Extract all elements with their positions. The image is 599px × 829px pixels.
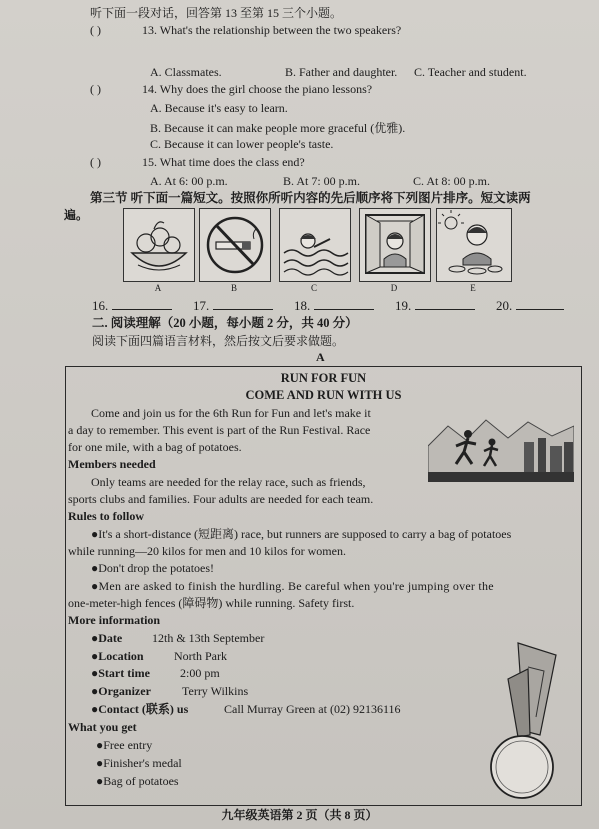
blank-number: 17. (193, 298, 210, 313)
rule-line: ●It's a short-distance (短距离) race, but runners are supposed to carry a bag of potatoes (91, 527, 512, 541)
picture-d (359, 208, 431, 282)
info-value: Terry Wilkins (182, 684, 249, 698)
answer-blank-18[interactable] (294, 297, 374, 314)
question-number: 13. (142, 23, 157, 37)
ad-title: RUN FOR FUN (280, 371, 367, 385)
option-13c: C. Teacher and student. (414, 65, 527, 79)
members-heading: Members needed (68, 457, 156, 471)
answer-paren[interactable]: ( ) (90, 155, 101, 169)
question-14 (90, 82, 372, 97)
members-line: Only teams are needed for the relay race, such as friends, (91, 475, 366, 489)
ad-intro-line: Come and join us for the 6th Run for Fun and let's make it (91, 406, 371, 420)
info-value: 2:00 pm (180, 666, 220, 680)
option-13b: B. Father and daughter. (285, 65, 398, 79)
option-14b: B. Because it can make people more graceful (优雅). (150, 121, 406, 135)
option-14a: A. Because it's easy to learn. (150, 101, 288, 115)
eating-boy-icon (437, 209, 511, 281)
medal-icon (478, 639, 574, 801)
question-number: 15. (142, 155, 157, 169)
option-15b: B. At 7: 00 p.m. (283, 174, 361, 188)
picture-label-a: A (154, 283, 162, 293)
passage-label: A (316, 350, 325, 364)
section3-instruction-cont: 遍。 (64, 208, 89, 222)
ad-intro-line: a day to remember. This event is part of the Run Festival. Race (68, 423, 371, 437)
blank-number: 16. (92, 298, 109, 313)
get-item: ●Bag of potatoes (96, 774, 179, 788)
get-item: ●Finisher's medal (96, 756, 182, 770)
rule-line: while running—20 kilos for men and 10 kilos for women. (68, 544, 346, 558)
picture-c (279, 208, 351, 282)
page-footer: 九年级英语第 2 页（共 8 页） (221, 808, 378, 822)
info-value: North Park (174, 649, 227, 663)
ad-intro-line: for one mile, with a bag of potatoes. (68, 440, 242, 454)
info-value: Call Murray Green at (02) 92136116 (224, 702, 401, 716)
info-key: ●Start time (91, 666, 150, 680)
medal-image (478, 639, 574, 801)
blank-number: 19. (395, 298, 412, 313)
more-info-heading: More information (68, 613, 161, 627)
info-key: ●Organizer (91, 684, 151, 698)
runners-illustration (428, 412, 574, 482)
question-text: What time does the class end? (159, 155, 305, 169)
option-13a: A. Classmates. (150, 65, 222, 79)
question-15 (90, 155, 305, 170)
blank-number: 18. (294, 298, 311, 313)
rule-line: one-meter-high fences (障碍物) while running. Safety first. (68, 596, 355, 610)
answer-blank-16[interactable] (92, 297, 172, 314)
picture-label-d: D (390, 283, 398, 293)
runners-image (428, 412, 574, 482)
rules-heading: Rules to follow (68, 509, 144, 523)
option-15c: C. At 8: 00 p.m. (413, 174, 491, 188)
option-15a: A. At 6: 00 p.m. (150, 174, 228, 188)
no-smoking-icon (200, 209, 270, 281)
get-heading: What you get (68, 720, 137, 734)
question-text: Why does the girl choose the piano lessons? (159, 82, 373, 96)
food-bowl-icon (124, 209, 194, 281)
picture-e (436, 208, 512, 282)
question-13 (90, 23, 401, 38)
reading-instruction: 阅读下面四篇语言材料，然后按文后要求做题。 (92, 334, 345, 348)
question-number: 14. (142, 82, 157, 96)
listening-intro: 听下面一段对话，回答第 13 至第 15 三个小题。 (90, 6, 343, 20)
swimming-icon (280, 209, 350, 281)
answer-blank-19[interactable] (395, 297, 475, 314)
section3-instruction: 第三节 听下面一篇短文。按照你所听内容的先后顺序将下列图片排序。短文读两 (90, 191, 531, 205)
picture-b (199, 208, 271, 282)
answer-paren[interactable]: ( ) (90, 23, 101, 37)
info-key: ●Date (91, 631, 123, 645)
answer-blank-17[interactable] (193, 297, 273, 314)
answer-paren[interactable]: ( ) (90, 82, 101, 96)
picture-label-e: E (470, 283, 476, 293)
answer-blank-20[interactable] (496, 297, 564, 314)
picture-label-b: B (230, 283, 237, 293)
question-text: What's the relationship between the two speakers? (159, 23, 402, 37)
advertisement-box (65, 366, 582, 806)
option-14c: C. Because it can lower people's taste. (150, 137, 334, 151)
members-line: sports clubs and families. Four adults are needed for each team. (68, 492, 374, 506)
blank-number: 20. (496, 298, 513, 313)
ad-subtitle: COME AND RUN WITH US (245, 388, 402, 402)
picture-a (123, 208, 195, 282)
get-item: ●Free entry (96, 738, 153, 752)
rule-line: ●Men are asked to finish the hurdling. Be careful when you're jumping over the (91, 579, 494, 593)
info-value: 12th & 13th September (152, 631, 265, 645)
rule-line: ●Don't drop the potatoes! (91, 561, 215, 575)
info-key: ●Location (91, 649, 144, 663)
picture-label-c: C (310, 283, 317, 293)
reading-heading: 二. 阅读理解（20 小题，每小题 2 分，共 40 分） (92, 316, 358, 330)
info-key: ●Contact (联系) us (91, 702, 189, 716)
window-boy-icon (360, 209, 430, 281)
